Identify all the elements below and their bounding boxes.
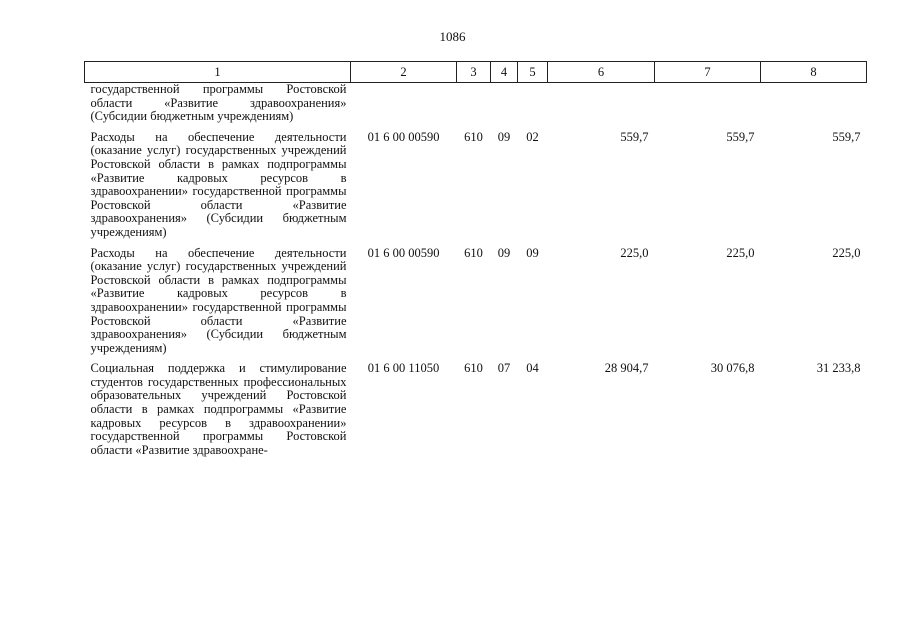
header-col-2: 2 — [351, 62, 457, 83]
row-value-6 — [548, 83, 655, 124]
header-row — [85, 62, 867, 83]
row-col-5: 09 — [526, 245, 539, 260]
budget-table — [84, 61, 867, 457]
row-value-8 — [761, 83, 867, 124]
row-col-4: 07 — [497, 361, 511, 376]
row-description: Расходы на обеспечение деятельности (оказание услуг) государственных учреждений Ростовской области в рамках подпрограммы «Развитие кадровых ресурсов в здравоохранении» государственной программы Ростовской области «Развитие здравоохранения» (Субсидии бюджетным учреждениям) — [90, 245, 347, 355]
row-col-4: 09 — [497, 129, 511, 144]
row-col-3 — [457, 83, 491, 124]
header-col-7: 7 — [655, 62, 761, 83]
row-value-6: 28 904,7 — [604, 361, 649, 376]
row-col-3: 610 — [464, 129, 483, 144]
row-col-4: 09 — [497, 245, 511, 260]
page-number: 1086 — [439, 29, 466, 44]
table-row — [85, 355, 867, 457]
table-row — [85, 124, 867, 240]
header-col-8: 8 — [761, 62, 867, 83]
table-row — [85, 83, 867, 124]
row-description: Социальная поддержка и стимулирование студентов государственных профессиональных образовательных учреждений Ростовской области в рамках подпрограммы «Развитие кадровых ресурсов в здравоохранении» государственной программы Ростовской области «Развитие здравоохране- — [90, 361, 347, 457]
row-value-8: 225,0 — [832, 245, 861, 260]
row-value-7: 559,7 — [726, 129, 755, 144]
header-col-6: 6 — [548, 62, 655, 83]
row-value-7: 225,0 — [726, 245, 755, 260]
row-value-8: 559,7 — [832, 129, 861, 144]
row-value-7 — [655, 83, 761, 124]
header-col-1: 1 — [85, 62, 351, 83]
row-description: Расходы на обеспечение деятельности (оказание услуг) государственных учреждений Ростовской области в рамках подпрограммы «Развитие кадровых ресурсов в здравоохранении» государственной программы Ростовской области «Развитие здравоохранения» (Субсидии бюджетным учреждениям) — [90, 129, 347, 239]
row-col-3: 610 — [464, 361, 483, 376]
row-description: государственной программы Ростовской области «Развитие здравоохранения» (Субсидии бюджетным учреждениям) — [90, 82, 347, 124]
header-col-4: 4 — [491, 62, 518, 83]
row-col-5: 04 — [526, 361, 539, 376]
row-col-5: 02 — [526, 129, 539, 144]
row-code — [351, 83, 457, 124]
row-value-7: 30 076,8 — [710, 361, 755, 376]
row-col-3: 610 — [464, 245, 483, 260]
row-value-8: 31 233,8 — [816, 361, 861, 376]
row-col-5 — [518, 83, 548, 124]
table-row — [85, 240, 867, 356]
row-col-4 — [491, 83, 518, 124]
row-code: 01 6 00 00590 — [367, 245, 440, 260]
row-code: 01 6 00 11050 — [367, 361, 440, 376]
row-value-6: 225,0 — [620, 245, 649, 260]
header-col-5: 5 — [518, 62, 548, 83]
row-value-6: 559,7 — [620, 129, 649, 144]
header-col-3: 3 — [457, 62, 491, 83]
row-code: 01 6 00 00590 — [367, 129, 440, 144]
